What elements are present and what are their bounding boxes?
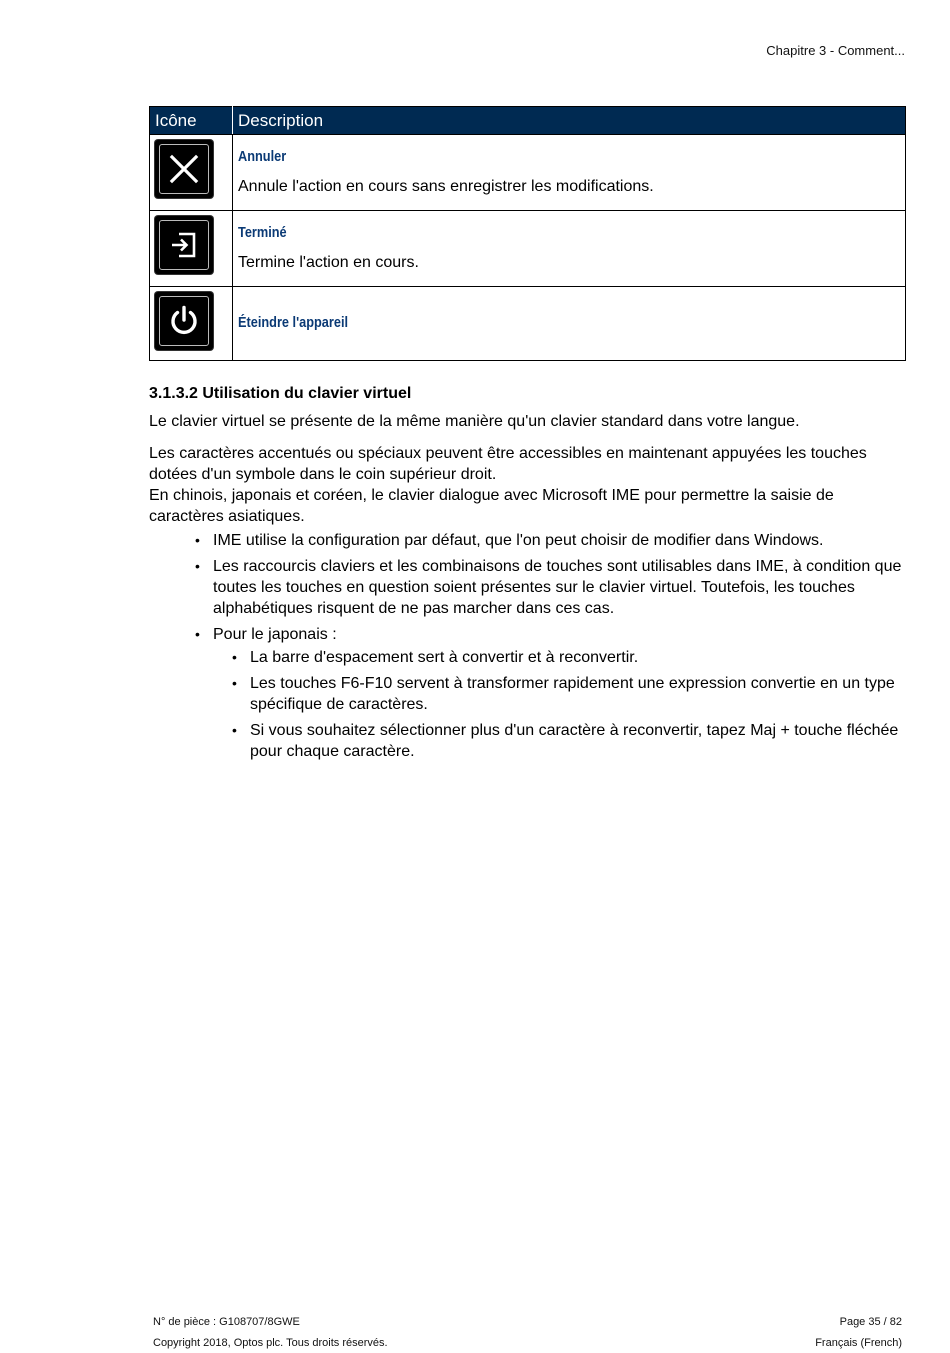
list-item: • IME utilise la configuration par défaut, que l'on peut choisir de modifier dans Windows. [149,530,909,551]
virtual-keyboard-section [149,384,909,767]
running-header: Chapitre 3 - Comment... [766,43,905,58]
list-item: • Pour le japonais : [149,624,909,645]
list-item: • Les touches F6-F10 servent à transformer rapidement une expression convertie en un type spécifique de caractères. [149,673,909,715]
power-icon [155,292,213,350]
table-row [150,287,906,361]
paragraph: Les caractères accentués ou spéciaux peuvent être accessibles en maintenant appuyées les touches dotées d'un symbole dans le coin supérieur droit. [149,445,867,483]
bullet-list [149,530,909,762]
table-row [150,211,906,287]
item-title: Terminé [238,224,287,241]
table-row [150,135,906,211]
item-description: Termine l'action en cours. [238,254,419,271]
exit-arrow-icon [155,216,213,274]
footer-copyright: Copyright 2018, Optos plc. Tous droits réservés. [153,1337,388,1349]
close-icon [155,140,213,198]
column-header-description: Description [233,107,906,135]
column-header-icon: Icône [150,107,233,135]
footer-part-number: N° de pièce : G108707/8GWE [153,1316,300,1328]
section-heading: 3.1.3.2 Utilisation du clavier virtuel [149,385,412,402]
item-description: Annule l'action en cours sans enregistrer les modifications. [238,178,654,195]
icon-table [149,106,906,361]
list-item: • Les raccourcis claviers et les combinaisons de touches sont utilisables dans IME, à condition que toutes les touches en question soient présentes sur le clavier virtuel. Toutefois, les touches alphabétiques risquent de ne pas marcher dans ces cas. [149,556,909,619]
list-item: • Si vous souhaitez sélectionner plus d'un caractère à reconvertir, tapez Maj + touche fléchée pour chaque caractère. [149,720,909,762]
list-item: • La barre d'espacement sert à convertir et à reconvertir. [149,647,909,668]
footer-language: Français (French) [815,1337,902,1349]
paragraph: En chinois, japonais et coréen, le clavier dialogue avec Microsoft IME pour permettre la saisie de caractères asiatiques. [149,487,834,525]
paragraph: Le clavier virtuel se présente de la même manière qu'un clavier standard dans votre langue. [149,413,800,430]
table-header-row [150,107,906,135]
item-title: Annuler [238,148,287,165]
item-title: Éteindre l'appareil [238,314,349,331]
footer-page-number: Page 35 / 82 [839,1316,902,1328]
